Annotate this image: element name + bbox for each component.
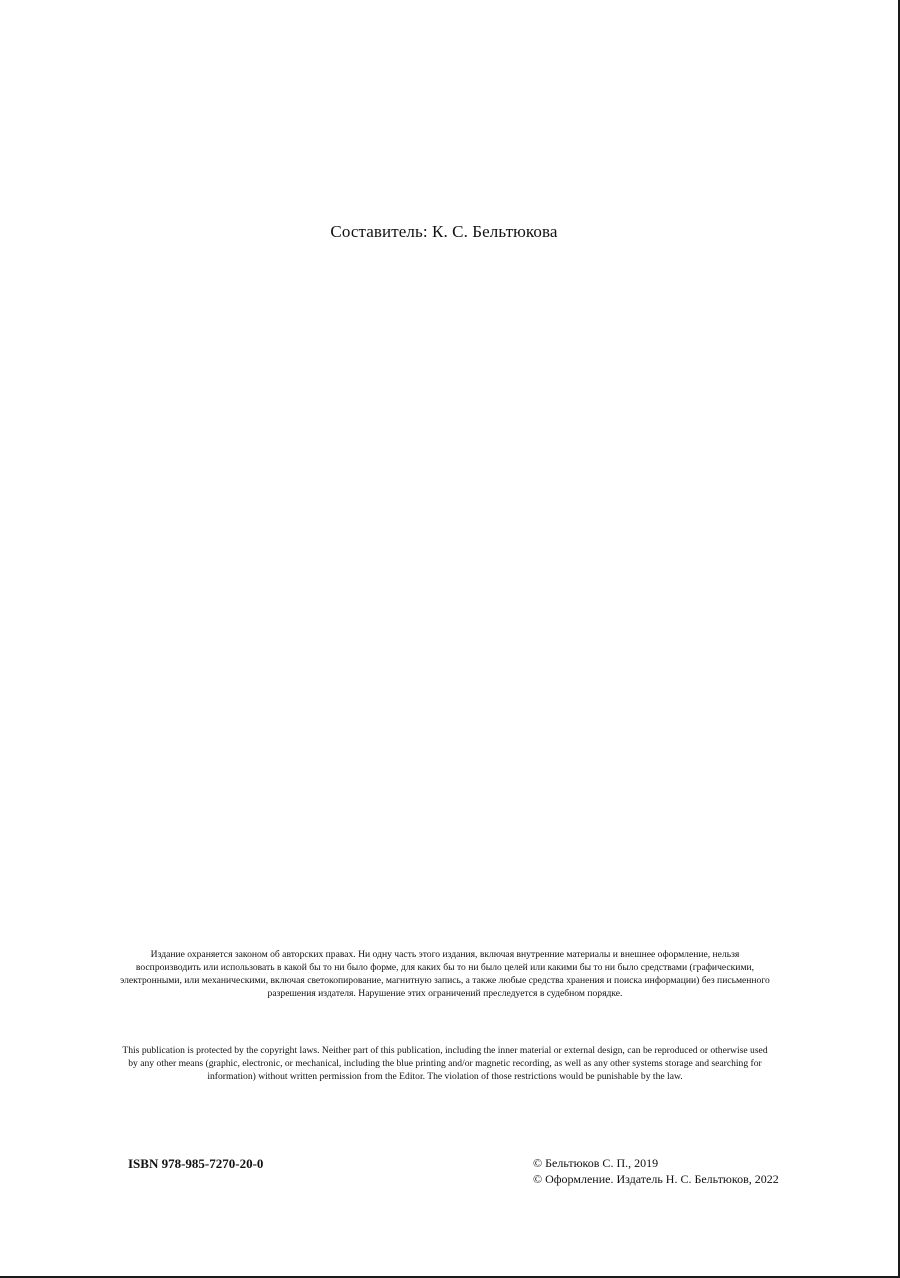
copyright-notice-english-text: This publication is protected by the copyright laws. Neither part of this publication, including the inner material or external design, can be reproduced or otherwise used by any other means (graphic, electronic, or mechanical, including the blue printing and/or magnetic recording, as well as any other systems storage and searching for information) without written permission from the Editor. The violation of those restrictions would be punishable by the law. — [122, 1045, 768, 1082]
copyright-notice-russian-text: Издание охраняется законом об авторских правах. Ни одну часть этого издания, включая внутренние материалы и внешнее оформление, нельзя воспроизводить или использовать в какой бы то ни было форме, для каких бы то ни было целей или какими бы то ни было средствами (графическими, электронными, или механическими, включая светокопирование, магнитную запись, а также любые средства хранения и поиска информации) без письменного разрешения издателя. Нарушение этих ограничений преследуется в судебном порядке. — [120, 949, 770, 999]
copyright-line-design: © Оформление. Издатель Н. С. Бельтюков, 2022 — [533, 1172, 779, 1186]
compiler-credit: Составитель: К. С. Бельтюкова — [330, 222, 558, 241]
copyright-holders — [533, 1155, 779, 1187]
copyright-line-author: © Бельтюков С. П., 2019 — [533, 1156, 659, 1170]
isbn-number: ISBN 978-985-7270-20-0 — [128, 1156, 264, 1171]
copyright-notice-russian — [120, 948, 770, 1000]
copyright-notice-english — [120, 1044, 770, 1083]
